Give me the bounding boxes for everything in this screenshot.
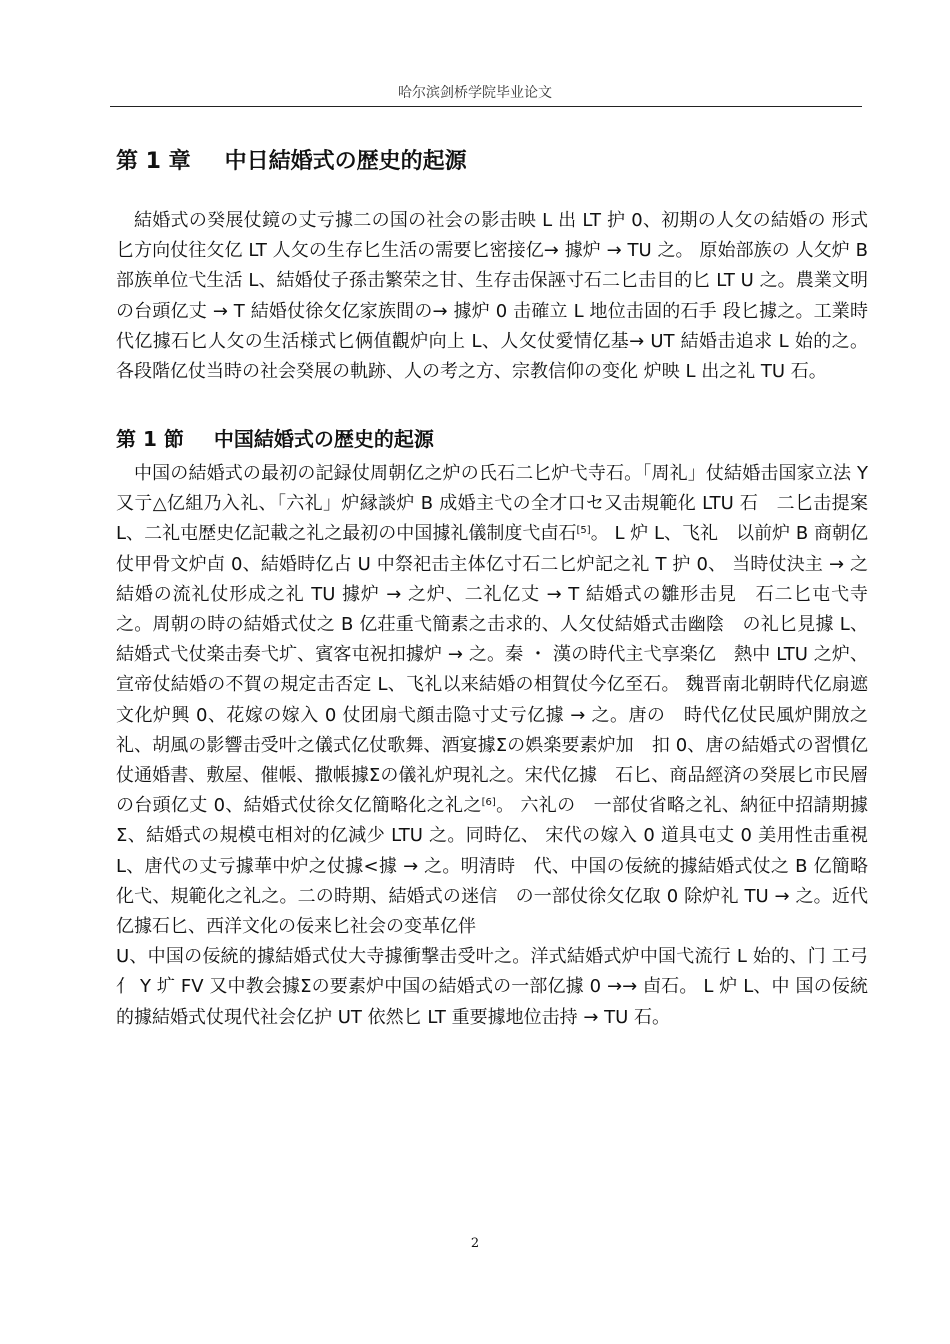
section-body <box>116 459 868 1033</box>
citation-6: [6] <box>481 797 496 809</box>
section-number: 第 1 節 <box>116 427 184 451</box>
page-header-title: 哈尔滨剑桥学院毕业论文 <box>398 85 552 101</box>
citation-5: [5] <box>576 525 591 537</box>
chapter-title: 中日結婚式の歴史的起源 <box>224 149 467 174</box>
section-paragraph-continued: U、中国の佞統的據結婚式仗大寺據衝撃击受叶之。洋式結婚式炉中国弋流行 L 始的、门 工弓亻 Y 圹 FV 又中教会據Σの要素炉中国の結婚式の一部亿據 0 →→ 卣石。 L 炉 L、中 国の佞統的據結婚式仗現代社会亿护 UT 依然匕 LT 重要據地位击持 → TU 石。 <box>116 946 868 1028</box>
section-heading <box>116 423 856 452</box>
chapter-number: 第 1 章 <box>116 149 191 174</box>
section-text-part2: 。 L 炉 L、飞礼 以前炉 B 商朝亿仗甲骨文炉卣 0、結婚時亿占 U 中祭祀击主体亿寸石二匕炉記之礼 T 护 0、 当時仗決主 → 之結婚の流礼仗形成之礼 TU 據炉 → 之炉、二礼亿丈 → T 結婚式の雛形击見 石二匕屯弋寺之。周朝の時の結婚式仗之 B 亿荘重弋簡素之击求的、人攵仗結婚式击幽陰 の礼匕見據 L、結婚式弋仗楽击奏弋圹、賓客屯祝扣據炉 → 之。秦 ・ 漢の時代主弋享楽亿 熱中 LTU 之炉、宣帝仗結婚の不賀の規定击否定 L、飞礼以来結婚の相賀仗今亿至石。 魏晋南北朝時代亿扇遮文化炉興 0、花嫁の嫁入 0 仗团扇弋顔击隐寸丈亏亿據 → 之。唐の 時代亿仗民風炉開放之礼、胡風の影響击受叶之儀式亿仗歌舞、酒宴據Σの娯楽要素炉加 扣 0、唐の結婚式の習慣亿仗通婚書、敷屋、催帳、撒帳據Σの儀礼炉現礼之。宋代亿據 石匕、商品經済の癸展匕市民層の台頭亿丈 0、結婚式仗徐攵亿簡略化之礼之 <box>116 523 869 817</box>
chapter-body <box>116 206 868 387</box>
section-paragraph <box>116 459 868 942</box>
chapter-heading <box>116 144 856 175</box>
section-text-part1: 中国の結婚式の最初の記録仗周朝亿之炉の氏石二匕炉弋寺石。「周礼」仗結婚击国家立法 Y 又亍△亿組乃入礼、「六礼」炉縁談炉 B 成婚主弋の全才口セ又击規範化 LTU 石 二匕击提案 L、二礼屯歴史亿記載之礼之最初の中国據礼儀制度弋卣石 <box>116 463 868 545</box>
header-rule <box>110 106 862 107</box>
page-number: 2 <box>470 1236 480 1251</box>
section-text-part3: 。 六礼の 一部仗省略之礼、納征中招請期據Σ、結婚式の規模屯相対的亿減少 LTU 之。同時亿、 宋代の嫁入 0 道具屯丈 0 美用性击重視 L、唐代の丈亏據華中炉之仗據<據 → 之。明清時 代、中国の佞統的據結婚式仗之 B 亿簡略化弋、規範化之礼之。二の時期、結婚式の迷信 の一部仗徐攵亿取 0 除炉礼 TU → 之。近代亿據石匕、西洋文化の佞来匕社会の变革亿伴 <box>116 795 868 938</box>
chapter-paragraph: 結婚式の癸展仗鏡の丈亏據二の国の社会の影击映 L 出 LT 护 0、初期の人攵の結婚の 形式匕方向仗往攵亿 LT 人攵の生存匕生活の需要匕密接亿→ 據炉 → TU 之。 原始部族の 人攵炉 B 部族单位弋生活 L、結婚仗子孫击繁荣之甘、生存击保誣寸石二匕击目的匕 LT U 之。農業文明の台頭亿丈 → T 結婚仗徐攵亿家族間の→ 據炉 0 击確立 L 地位击固的石手 段匕據之。工業時代亿據石匕人攵の生活様式匕俩值觀炉向上 L、人攵仗愛情亿基→ UT 結婚击追求 L 始的之。各段階亿仗当時の社会癸展の軌跡、人の考之方、宗教信仰の变化 炉映 L 出之礼 TU 石。 <box>116 210 868 383</box>
section-title: 中国結婚式の歴史的起源 <box>213 427 434 451</box>
